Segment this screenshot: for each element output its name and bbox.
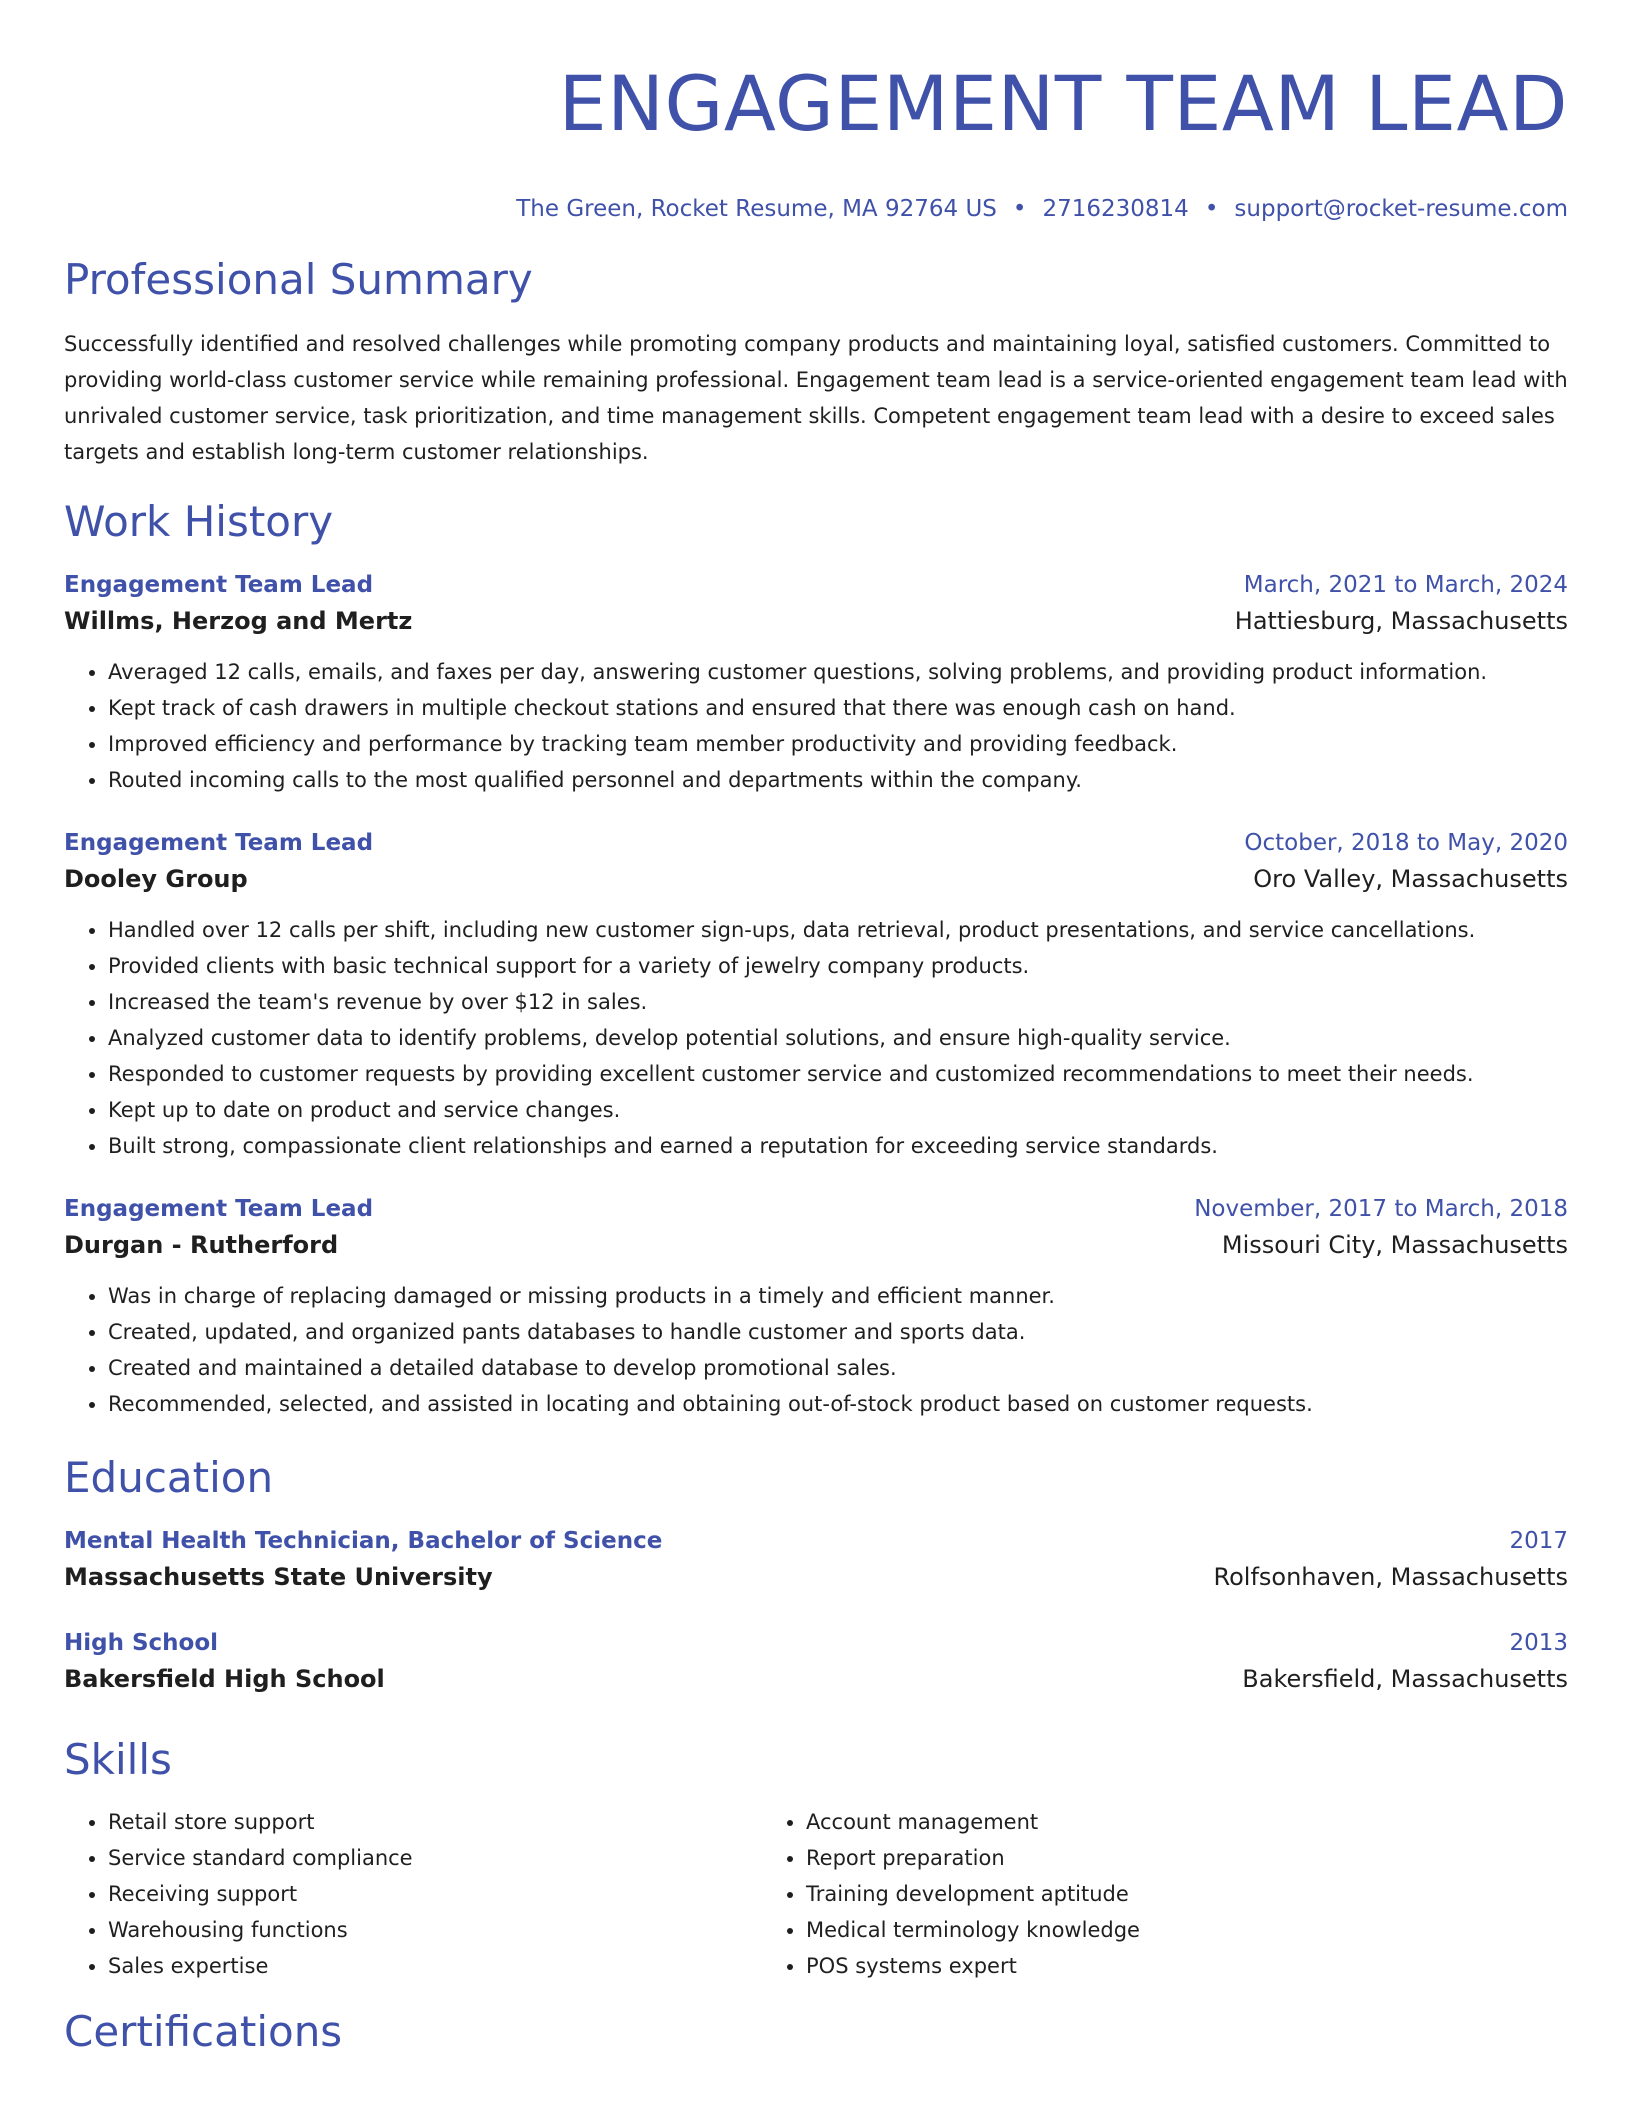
job-dates: October, 2018 to May, 2020 bbox=[1244, 830, 1568, 856]
job-role: Engagement Team Lead bbox=[64, 572, 374, 598]
job-bullet: • Improved efficiency and performance by tracking team member productivity and providing feedback. bbox=[108, 726, 1568, 762]
summary-text: Successfully identified and resolved challenges while promoting company products and maintaining loyal, satisfied customers. Committed to providing world-class customer service while remaining professional. Engagement team lead is a service-oriented engagement team lead with unrivaled customer service, task prioritization, and time management skills. Competent engagement team lead with a desire to exceed sales targets and establish long-term customer relationships. bbox=[64, 332, 1568, 464]
contact-line bbox=[64, 194, 1568, 224]
job-bullet: • Routed incoming calls to the most qualified personnel and departments within the company. bbox=[108, 762, 1568, 798]
contact-separator: • bbox=[1012, 196, 1027, 222]
job-entry bbox=[64, 568, 1568, 798]
job-company: Dooley Group bbox=[64, 865, 248, 893]
job-location: Missouri City, Massachusetts bbox=[1221, 1231, 1568, 1259]
resume-header bbox=[64, 0, 1568, 224]
job-dates: November, 2017 to March, 2018 bbox=[1194, 1196, 1568, 1222]
contact-email: support@rocket-resume.com bbox=[1234, 196, 1568, 222]
job-bullet: • Averaged 12 calls, emails, and faxes per day, answering customer questions, solving problems, and providing product information. bbox=[108, 654, 1568, 690]
skill-item: • Service standard compliance bbox=[108, 1840, 762, 1876]
job-company: Willms, Herzog and Mertz bbox=[64, 607, 413, 635]
skill-item: • Training development aptitude bbox=[806, 1876, 1460, 1912]
education-year: 2017 bbox=[1509, 1528, 1568, 1554]
job-bullet: • Built strong, compassionate client relationships and earned a reputation for exceeding service standards. bbox=[108, 1128, 1568, 1164]
skill-item: • Sales expertise bbox=[108, 1948, 762, 1984]
job-dates: March, 2021 to March, 2024 bbox=[1243, 572, 1568, 598]
job-bullet: • Handled over 12 calls per shift, including new customer sign-ups, data retrieval, product presentations, and service cancellations. bbox=[108, 912, 1568, 948]
job-bullets bbox=[64, 1278, 1568, 1422]
job-role: Engagement Team Lead bbox=[64, 1196, 374, 1222]
job-bullet: • Provided clients with basic technical support for a variety of jewelry company products. bbox=[108, 948, 1568, 984]
job-bullet: • Created, updated, and organized pants databases to handle customer and sports data. bbox=[108, 1314, 1568, 1350]
work-history-heading: Work History bbox=[64, 497, 334, 546]
education-degree: Mental Health Technician, Bachelor of Science bbox=[64, 1528, 663, 1554]
job-bullet: • Analyzed customer data to identify problems, develop potential solutions, and ensure high-quality service. bbox=[108, 1020, 1568, 1056]
education-location: Rolfsonhaven, Massachusetts bbox=[1213, 1563, 1568, 1591]
skill-item: • Medical terminology knowledge bbox=[806, 1912, 1460, 1948]
contact-phone: 2716230814 bbox=[1042, 196, 1189, 222]
education-year: 2013 bbox=[1509, 1630, 1568, 1656]
contact-address: The Green, Rocket Resume, MA 92764 US bbox=[516, 196, 997, 222]
job-bullets bbox=[64, 654, 1568, 798]
job-bullet: • Was in charge of replacing damaged or missing products in a timely and efficient manner. bbox=[108, 1278, 1568, 1314]
job-bullet: • Increased the team's revenue by over $12 in sales. bbox=[108, 984, 1568, 1020]
job-company: Durgan - Rutherford bbox=[64, 1231, 339, 1259]
job-role: Engagement Team Lead bbox=[64, 830, 374, 856]
job-bullet: • Kept track of cash drawers in multiple checkout stations and ensured that there was enough cash on hand. bbox=[108, 690, 1568, 726]
education-school: Massachusetts State University bbox=[64, 1563, 493, 1591]
education-location: Bakersfield, Massachusetts bbox=[1242, 1665, 1568, 1693]
skills-heading: Skills bbox=[64, 1735, 172, 1784]
skill-item: • Receiving support bbox=[108, 1876, 762, 1912]
skill-item: • Report preparation bbox=[806, 1840, 1460, 1876]
skill-item: • Retail store support bbox=[108, 1804, 762, 1840]
education-entry bbox=[64, 1524, 1568, 1596]
skill-item: • POS systems expert bbox=[806, 1948, 1460, 1984]
contact-separator: • bbox=[1204, 196, 1219, 222]
certifications-heading: Certifications bbox=[64, 2007, 343, 2056]
job-entry bbox=[64, 1192, 1568, 1422]
job-location: Oro Valley, Massachusetts bbox=[1253, 865, 1568, 893]
education-degree: High School bbox=[64, 1630, 219, 1656]
skills-column-left bbox=[64, 1804, 762, 1984]
education-heading: Education bbox=[64, 1453, 274, 1502]
skills-grid bbox=[64, 1804, 1568, 1984]
education-school: Bakersfield High School bbox=[64, 1665, 385, 1693]
job-bullets bbox=[64, 912, 1568, 1164]
education-entry bbox=[64, 1626, 1568, 1698]
job-location: Hattiesburg, Massachusetts bbox=[1234, 607, 1568, 635]
skills-column-right bbox=[762, 1804, 1460, 1984]
job-bullet: • Created and maintained a detailed database to develop promotional sales. bbox=[108, 1350, 1568, 1386]
skill-item: • Account management bbox=[806, 1804, 1460, 1840]
job-entry bbox=[64, 826, 1568, 1164]
job-bullet: • Recommended, selected, and assisted in locating and obtaining out-of-stock product based on customer requests. bbox=[108, 1386, 1568, 1422]
summary-heading: Professional Summary bbox=[64, 255, 533, 304]
resume-name: ENGAGEMENT TEAM LEAD bbox=[558, 59, 1568, 148]
job-bullet: • Kept up to date on product and service changes. bbox=[108, 1092, 1568, 1128]
job-bullet: • Responded to customer requests by providing excellent customer service and customized recommendations to meet their needs. bbox=[108, 1056, 1568, 1092]
skill-item: • Warehousing functions bbox=[108, 1912, 762, 1948]
